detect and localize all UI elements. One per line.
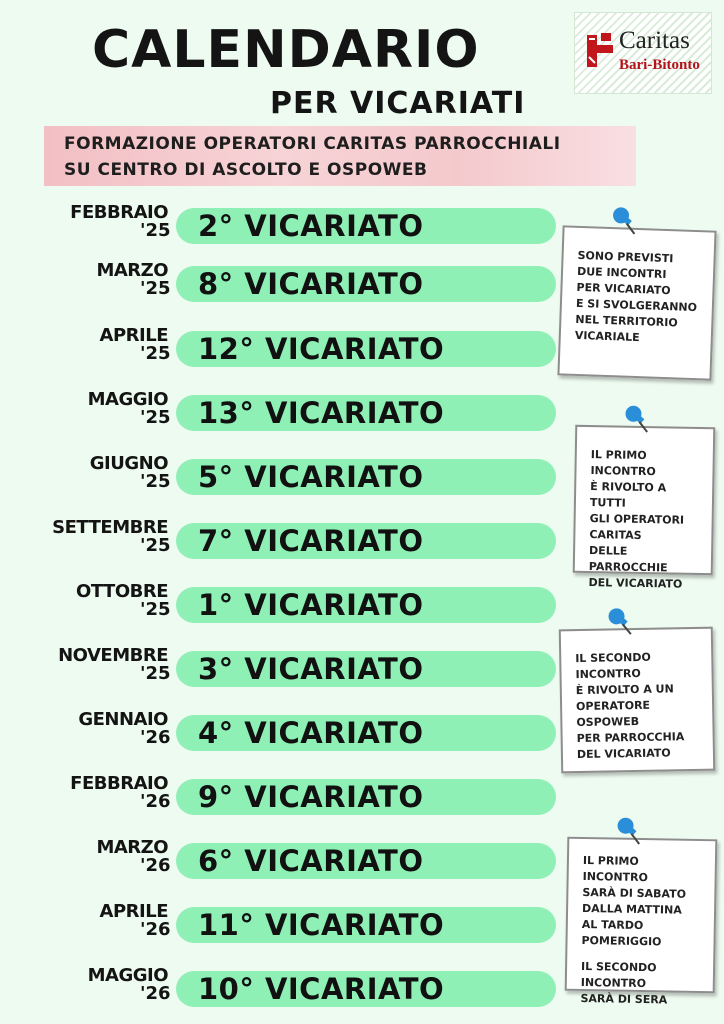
- course-banner: [44, 126, 636, 186]
- banner-line-1: FORMAZIONE OPERATORI CARITAS PARROCCHIALI: [64, 134, 561, 154]
- info-note: [565, 837, 718, 1007]
- schedule-row: [0, 837, 560, 883]
- caritas-logo: [574, 12, 712, 94]
- vicariato-label: 6° VICARIATO: [198, 844, 424, 878]
- vicariato-pill: [176, 395, 556, 431]
- schedule-row: [0, 325, 560, 371]
- schedule-row: [0, 517, 560, 563]
- note-text: IL PRIMO INCONTRO SARÀ DI SABATO DALLA MATTINA AL TARDO POMERIGGIO IL SECONDO INCONTRO SARÀ DI SERA: [580, 853, 687, 1007]
- schedule-year: '26: [140, 983, 171, 1004]
- vicariato-pill: [176, 459, 556, 495]
- schedule-month: MAGGIO: [87, 389, 168, 410]
- vicariato-label: 7° VICARIATO: [198, 524, 424, 558]
- schedule-month: MARZO: [96, 837, 168, 858]
- vicariato-pill: [176, 266, 556, 302]
- pushpin-icon: [604, 606, 635, 639]
- schedule-month: NOVEMBRE: [58, 645, 168, 666]
- vicariato-label: 12° VICARIATO: [198, 332, 445, 366]
- schedule-month: APRILE: [99, 901, 168, 922]
- schedule-row: [0, 260, 560, 306]
- vicariato-pill: [176, 587, 556, 623]
- schedule-month: GIUGNO: [89, 453, 168, 474]
- schedule-year: '25: [140, 471, 171, 492]
- schedule-row: [0, 645, 560, 691]
- schedule-month: SETTEMBRE: [52, 517, 168, 538]
- banner-line-2: SU CENTRO DI ASCOLTO E OSPOWEB: [64, 160, 428, 180]
- vicariato-label: 13° VICARIATO: [198, 396, 445, 430]
- pushpin-icon: [621, 404, 652, 437]
- vicariato-label: 10° VICARIATO: [198, 972, 445, 1006]
- vicariato-label: 9° VICARIATO: [198, 780, 424, 814]
- schedule-row: [0, 709, 560, 755]
- schedule-month: FEBBRAIO: [70, 202, 168, 223]
- schedule-row: [0, 453, 560, 499]
- logo-name: Caritas: [619, 27, 690, 54]
- vicariato-pill: [176, 779, 556, 815]
- schedule-month: OTTOBRE: [76, 581, 168, 602]
- vicariato-pill: [176, 331, 556, 367]
- vicariato-label: 4° VICARIATO: [198, 716, 424, 750]
- schedule-year: '25: [140, 278, 171, 299]
- page-subtitle: PER VICARIATI: [270, 86, 526, 121]
- schedule-row: [0, 581, 560, 627]
- schedule-row: [0, 773, 560, 819]
- schedule-month: APRILE: [99, 325, 168, 346]
- schedule-year: '25: [140, 343, 171, 364]
- vicariato-label: 11° VICARIATO: [198, 908, 445, 942]
- vicariato-label: 5° VICARIATO: [198, 460, 424, 494]
- schedule-row: [0, 202, 560, 248]
- info-note: [557, 225, 716, 380]
- pushpin-icon: [613, 816, 644, 849]
- schedule-year: '26: [140, 791, 171, 812]
- schedule-row: [0, 965, 560, 1011]
- schedule-year: '25: [140, 407, 171, 428]
- vicariato-pill: [176, 907, 556, 943]
- schedule-year: '25: [140, 220, 171, 241]
- vicariato-label: 8° VICARIATO: [198, 267, 424, 301]
- note-text: IL PRIMO INCONTRO È RIVOLTO A TUTTI GLI OPERATORI CARITAS DELLE PARROCCHIE DEL VICARIATO: [588, 448, 685, 591]
- schedule-year: '26: [140, 727, 171, 748]
- logo-subname: Bari-Bitonto: [619, 57, 700, 73]
- schedule-month: GENNAIO: [78, 709, 168, 730]
- schedule-month: MARZO: [96, 260, 168, 281]
- schedule-month: FEBBRAIO: [70, 773, 168, 794]
- vicariato-pill: [176, 208, 556, 244]
- schedule-row: [0, 389, 560, 435]
- vicariato-pill: [176, 843, 556, 879]
- info-note: [559, 627, 715, 774]
- vicariato-label: 3° VICARIATO: [198, 652, 424, 686]
- note-text: SONO PREVISTI DUE INCONTRI PER VICARIATO E SI SVOLGERANNO NEL TERRITORIO VICARIALE: [574, 248, 698, 345]
- vicariato-pill: [176, 651, 556, 687]
- info-note: [573, 425, 716, 591]
- schedule-month: MAGGIO: [87, 965, 168, 986]
- schedule-year: '26: [140, 855, 171, 876]
- vicariato-pill: [176, 523, 556, 559]
- vicariato-label: 1° VICARIATO: [198, 588, 424, 622]
- schedule-year: '25: [140, 663, 171, 684]
- caritas-cross-icon: [583, 29, 617, 69]
- vicariato-pill: [176, 971, 556, 1007]
- schedule-year: '25: [140, 599, 171, 620]
- page-title: CALENDARIO: [92, 20, 480, 80]
- vicariato-label: 2° VICARIATO: [198, 209, 424, 243]
- note-text: IL SECONDO INCONTRO È RIVOLTO A UN OPERATORE OSPOWEB PER PARROCCHIA DEL VICARIATO: [575, 650, 685, 762]
- pushpin-icon: [608, 205, 639, 238]
- schedule-row: [0, 901, 560, 947]
- vicariato-pill: [176, 715, 556, 751]
- schedule-year: '25: [140, 535, 171, 556]
- schedule-year: '26: [140, 919, 171, 940]
